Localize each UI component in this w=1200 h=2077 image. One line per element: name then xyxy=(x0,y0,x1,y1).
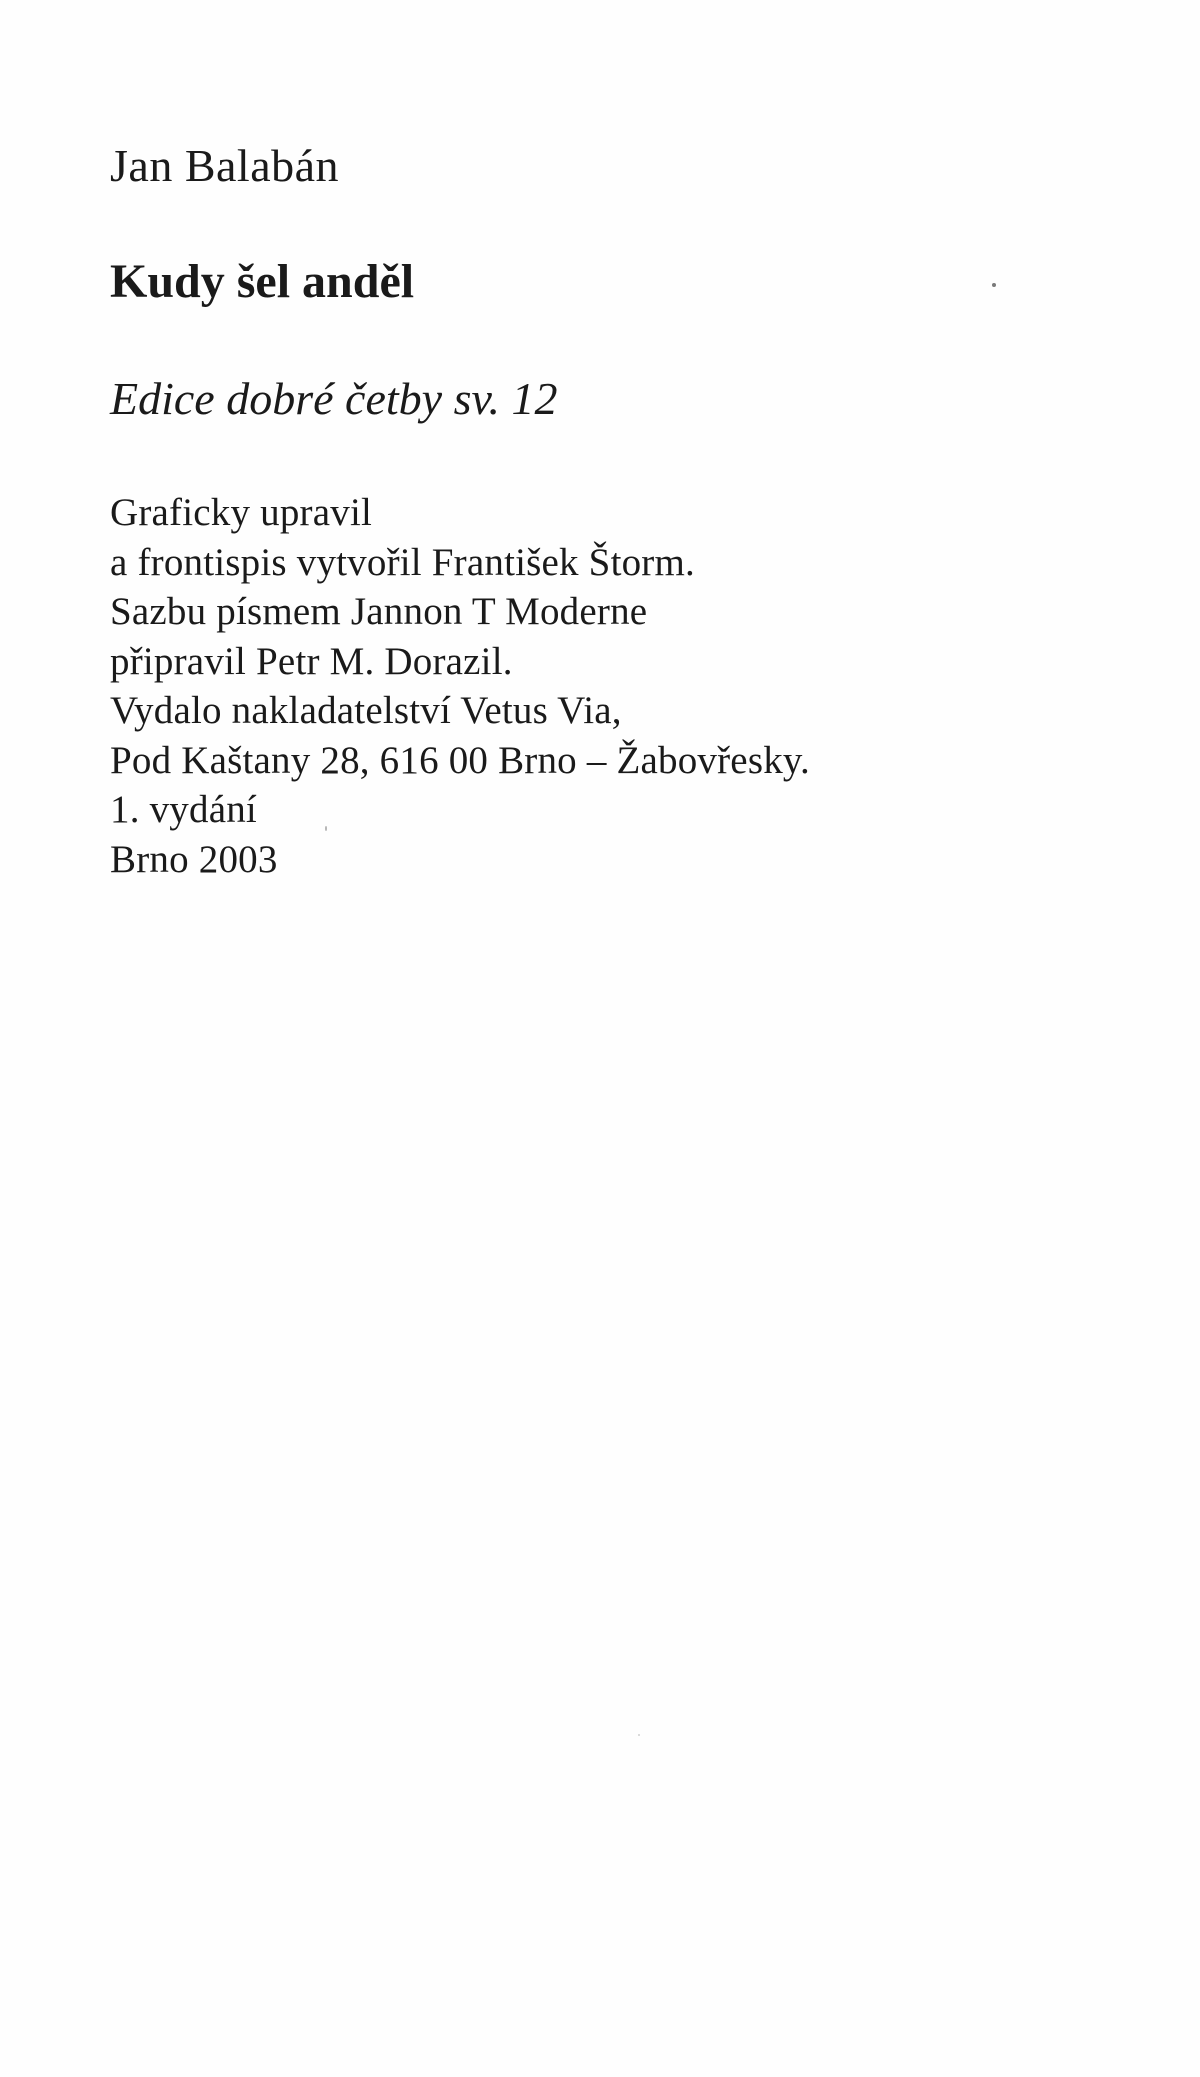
colophon-line: připravil Petr M. Dorazil. xyxy=(110,639,513,683)
colophon-line: 1. vydání xyxy=(110,788,257,831)
colophon-line: Brno 2003 xyxy=(110,837,278,881)
series-name: Edice dobré četby sv. 12 xyxy=(110,373,558,424)
colophon-line: Sazbu písmem Jannon T Moderne xyxy=(110,590,648,633)
author-name: Jan Balabán xyxy=(110,140,340,191)
paper-speck xyxy=(325,826,327,831)
colophon-line: a frontispis vytvořil František Štorm. xyxy=(110,540,695,584)
colophon-line: Vydalo nakladatelství Vetus Via, xyxy=(110,689,622,732)
colophon-line: Graficky upravil xyxy=(110,491,373,534)
paper-speck xyxy=(638,1734,640,1736)
colophon xyxy=(110,488,810,884)
paper-speck xyxy=(992,283,996,287)
colophon-line: Pod Kaštany 28, 616 00 Brno – Žabovřesky. xyxy=(110,738,811,782)
book-title: Kudy šel anděl xyxy=(110,255,415,308)
